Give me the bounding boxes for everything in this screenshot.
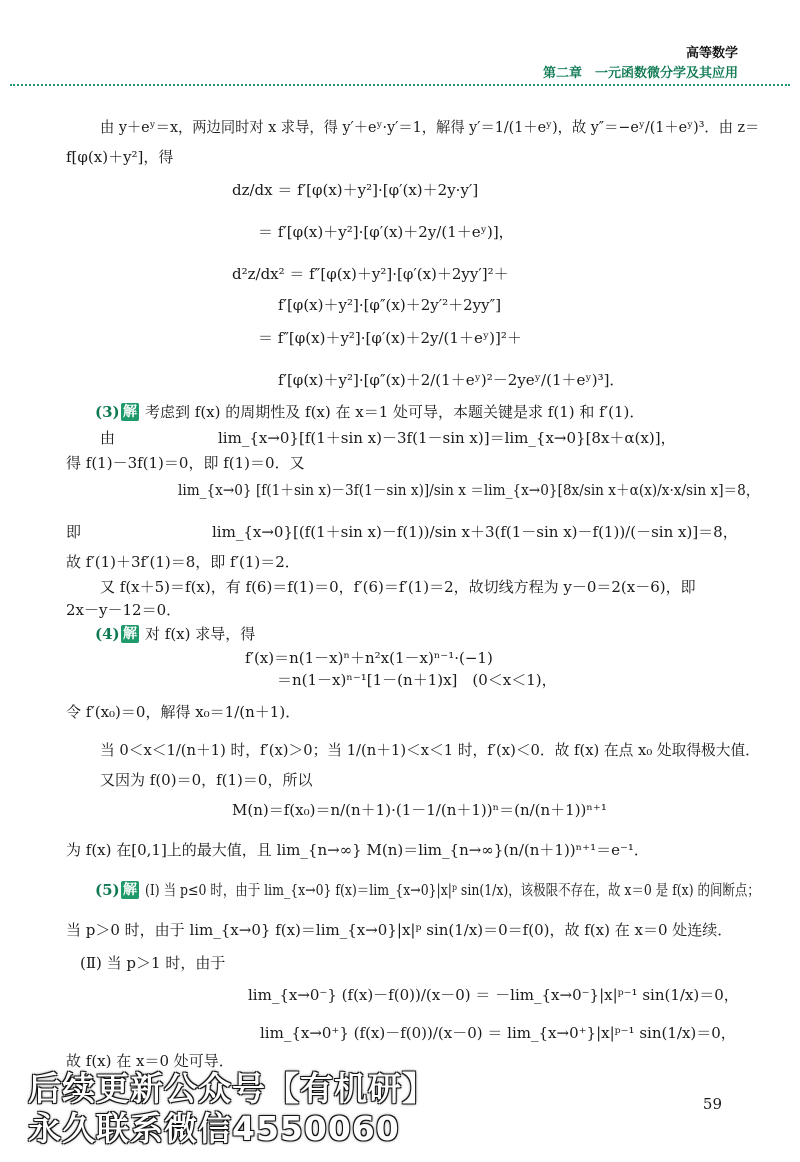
text-line: 由 y＋eʸ＝x，两边同时对 x 求导，得 y′＋eʸ·y′＝1，解得 y′＝1/(1＋eʸ)，故 y″＝−eʸ/(1＋eʸ)³．由 z＝ — [100, 118, 760, 136]
text-line: d²z/dx² ＝ f″[φ(x)＋y²]·[φ′(x)＋2yy′]²＋ — [232, 265, 509, 283]
text-line: lim_{x→0} [f(1＋sin x)－3f(1－sin x)]/sin x ＝lim_{x→0}[8x/sin x＋α(x)/x·x/sin x]＝8， — [178, 481, 760, 499]
text-line: 2x－y－12＝0． — [66, 601, 182, 619]
text-line: 得 f(1)－3f(1)＝0，即 f(1)＝0．又 — [66, 454, 305, 472]
text-line: lim_{x→0}[f(1＋sin x)－3f(1－sin x)]＝lim_{x→0}[8x＋α(x)]， — [218, 429, 676, 447]
text-line: 为 f(x) 在[0,1]上的最大值，且 lim_{n→∞} M(n)＝lim_{n→∞}(n/(n＋1))ⁿ⁺¹＝e⁻¹． — [66, 841, 649, 859]
page-number: 59 — [702, 1095, 722, 1113]
text-line: M(n)＝f(x₀)＝n/(n＋1)·(1－1/(n＋1))ⁿ＝(n/(n＋1))ⁿ⁺¹ — [232, 801, 607, 819]
text-line: f[φ(x)＋y²]，得 — [66, 148, 174, 166]
section-number: (3) — [95, 403, 120, 421]
text-line: ＝ f′[φ(x)＋y²]·[φ′(x)＋2y/(1＋eʸ)]， — [258, 223, 514, 241]
solution-badge: 解 — [123, 882, 137, 898]
header-divider — [10, 84, 790, 86]
text-line: 对 f(x) 求导，得 — [145, 625, 256, 643]
text-line: ＝n(1－x)ⁿ⁻¹[1－(n＋1)x] (0＜x＜1)， — [277, 671, 557, 689]
text-line: 当 p＞0 时，由于 lim_{x→0} f(x)＝lim_{x→0}|x|ᵖ sin(1/x)＝0＝f(0)，故 f(x) 在 x＝0 处连续． — [66, 921, 733, 939]
book-title: 高等数学 — [685, 46, 738, 61]
text-line: (Ⅰ) 当 p≤0 时，由于 lim_{x→0} f(x)＝lim_{x→0}|x|ᵖ sin(1/x)，该极限不存在，故 x＝0 是 f(x) 的间断点； — [145, 881, 760, 899]
text-line: 故 f(x) 在 x＝0 处可导． — [66, 1052, 234, 1070]
section-number: (5) — [95, 881, 120, 899]
text-line: 故 f′(1)＋3f′(1)＝8，即 f′(1)＝2． — [66, 553, 300, 571]
text-line: f′(x)＝n(1－x)ⁿ＋n²x(1－x)ⁿ⁻¹·(−1) — [245, 649, 493, 667]
solution-badge: 解 — [123, 626, 137, 642]
text-line: lim_{x→0⁻} (f(x)－f(0))/(x－0) ＝ －lim_{x→0⁻}|x|ᵖ⁻¹ sin(1/x)＝0， — [248, 986, 739, 1004]
text-line: 即 — [66, 523, 82, 541]
text-line: ＝ f″[φ(x)＋y²]·[φ′(x)＋2y/(1＋eʸ)]²＋ — [258, 329, 522, 347]
text-line: dz/dx ＝ f′[φ(x)＋y²]·[φ′(x)＋2y·y′] — [232, 181, 479, 199]
section-number: (4) — [95, 625, 120, 643]
text-line: lim_{x→0⁺} (f(x)－f(0))/(x－0) ＝ lim_{x→0⁺}|x|ᵖ⁻¹ sin(1/x)＝0， — [260, 1024, 736, 1042]
text-line: 由 — [100, 429, 116, 447]
text-line: 当 0＜x＜1/(n＋1) 时，f′(x)＞0；当 1/(n＋1)＜x＜1 时，f′(x)＜0．故 f(x) 在点 x₀ 处取得极大值． — [100, 741, 760, 759]
chapter-title: 第二章 一元函数微分学及其应用 — [542, 66, 738, 81]
solution-badge: 解 — [123, 404, 137, 420]
watermark-line-1: 后续更新公众号【有机研】 — [28, 1069, 436, 1108]
text-line: 又 f(x＋5)＝f(x)，有 f(6)＝f(1)＝0，f′(6)＝f′(1)＝2，故切线方程为 y－0＝2(x－6)，即 — [100, 578, 696, 596]
text-line: lim_{x→0}[(f(1＋sin x)－f(1))/sin x＋3(f(1－sin x)－f(1))/(－sin x)]＝8， — [212, 523, 738, 541]
text-line: f′[φ(x)＋y²]·[φ″(x)＋2y′²＋2yy″] — [278, 296, 502, 314]
text-line: 考虑到 f(x) 的周期性及 f(x) 在 x＝1 处可导，本题关键是求 f(1) 和 f′(1)． — [145, 403, 645, 421]
text-line: f′[φ(x)＋y²]·[φ″(x)＋2/(1＋eʸ)²－2yeʸ/(1＋eʸ)³]． — [278, 371, 625, 389]
text-line: (Ⅱ) 当 p＞1 时，由于 — [80, 954, 226, 972]
text-line: 又因为 f(0)＝0，f(1)＝0，所以 — [100, 771, 313, 789]
watermark-line-2: 永久联系微信4550060 — [28, 1109, 400, 1148]
text-line: 令 f′(x₀)＝0，解得 x₀＝1/(n＋1)． — [66, 703, 301, 721]
